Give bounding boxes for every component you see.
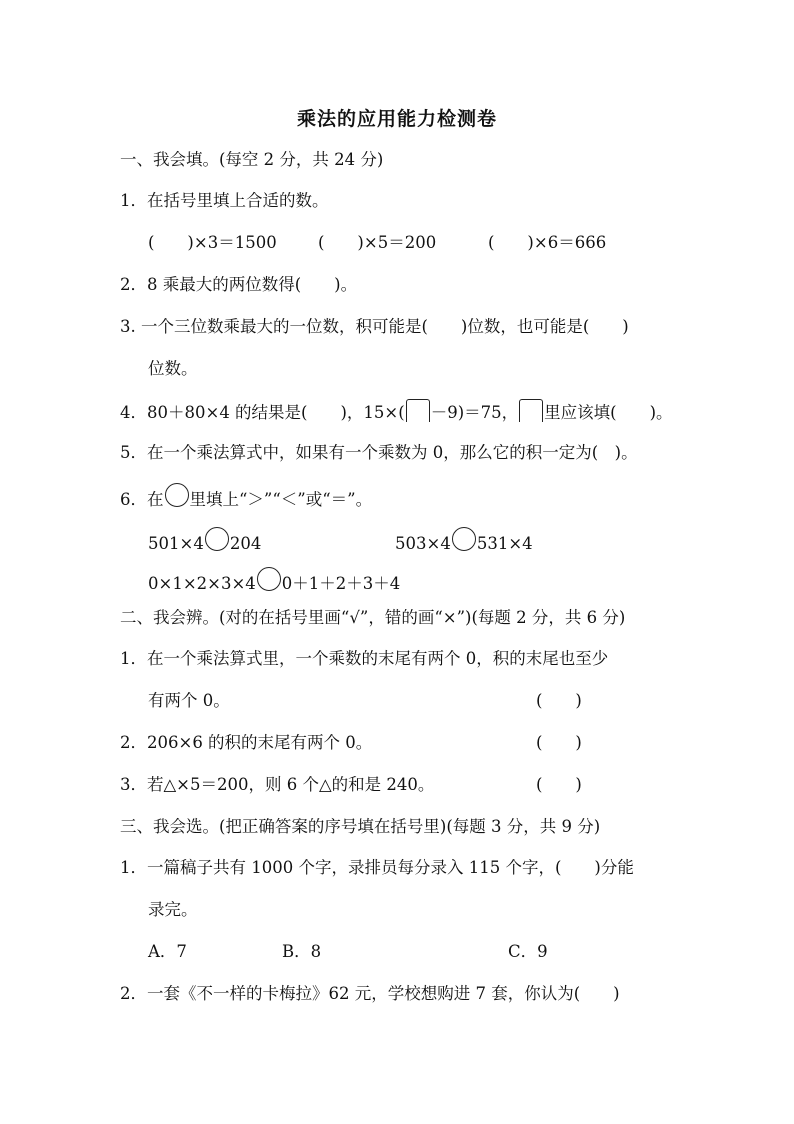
compare-circle-icon	[452, 527, 476, 551]
option-b: B．8	[282, 942, 322, 961]
question-1-4	[120, 399, 673, 425]
judge-question-2: 2．206×6 的积的末尾有两个 0。	[120, 733, 373, 752]
option-c: C．9	[508, 942, 548, 961]
question-1-4-part2: －9)＝75，	[430, 403, 519, 422]
page-title: 乘法的应用能力检测卷	[296, 108, 497, 130]
question-1-6-part2: 里填上“＞”“＜”或“＝”。	[189, 490, 373, 509]
compare-a-left: 501×4	[148, 534, 204, 553]
compare-c-right: 0＋1＋2＋3＋4	[281, 574, 401, 593]
question-1-3-line2: 位数。	[148, 359, 198, 378]
question-1-6	[120, 483, 372, 512]
fill-item-2: ( )×5＝200	[318, 233, 437, 252]
fill-item-3: ( )×6＝666	[488, 233, 607, 252]
choose-question-1-line1: 1．一篇稿子共有 1000 个字，录排员每分录入 115 个字，( )分能	[120, 858, 634, 877]
compare-b-left: 503×4	[395, 534, 451, 553]
question-1-4-part3: 里应该填( )。	[544, 403, 673, 422]
compare-a-right: 204	[229, 534, 262, 553]
judge-question-3: 3．若△×5＝200，则 6 个△的和是 240。	[120, 775, 435, 794]
fill-item-1: ( )×3＝1500	[148, 233, 277, 252]
question-1-2: 2．8 乘最大的两位数得( )。	[120, 275, 358, 294]
compare-b	[395, 527, 533, 556]
compare-circle-icon	[257, 567, 281, 591]
section-heading-judge: 二、我会辨。(对的在括号里画“√”，错的画“×”)(每题 2 分，共 6 分)	[120, 608, 626, 627]
question-1-1: 1．在括号里填上合适的数。	[120, 191, 329, 210]
judge-question-1-line2: 有两个 0。	[148, 691, 230, 710]
judge-answer-1: ( )	[536, 691, 582, 710]
choose-question-2: 2．一套《不一样的卡梅拉》62 元，学校想购进 7 套，你认为( )	[120, 984, 620, 1003]
question-1-3-line1: 3. 一个三位数乘最大的一位数，积可能是( )位数，也可能是( )	[120, 317, 629, 336]
compare-a	[148, 527, 261, 556]
option-a: A．7	[148, 942, 187, 961]
blank-box-icon	[519, 399, 543, 422]
judge-question-1-line1: 1．在一个乘法算式里，一个乘数的末尾有两个 0，积的末尾也至少	[120, 649, 609, 668]
section-heading-choose: 三、我会选。(把正确答案的序号填在括号里)(每题 3 分，共 9 分)	[120, 817, 601, 836]
judge-answer-2: ( )	[536, 733, 582, 752]
section-heading-fill: 一、我会填。(每空 2 分，共 24 分)	[120, 150, 384, 169]
compare-c-left: 0×1×2×3×4	[148, 574, 256, 593]
compare-circle-icon	[205, 527, 229, 551]
compare-b-right: 531×4	[476, 534, 533, 553]
choose-question-1-line2: 录完。	[148, 900, 198, 919]
question-1-4-part1: 4．80＋80×4 的结果是( )，15×(	[120, 403, 405, 422]
question-1-5: 5．在一个乘法算式中，如果有一个乘数为 0，那么它的积一定为( )。	[120, 443, 638, 462]
judge-answer-3: ( )	[536, 775, 582, 794]
compare-circle-icon	[165, 483, 189, 507]
blank-box-icon	[406, 399, 430, 422]
question-1-6-part1: 6．在	[120, 490, 164, 509]
compare-c	[148, 567, 400, 596]
